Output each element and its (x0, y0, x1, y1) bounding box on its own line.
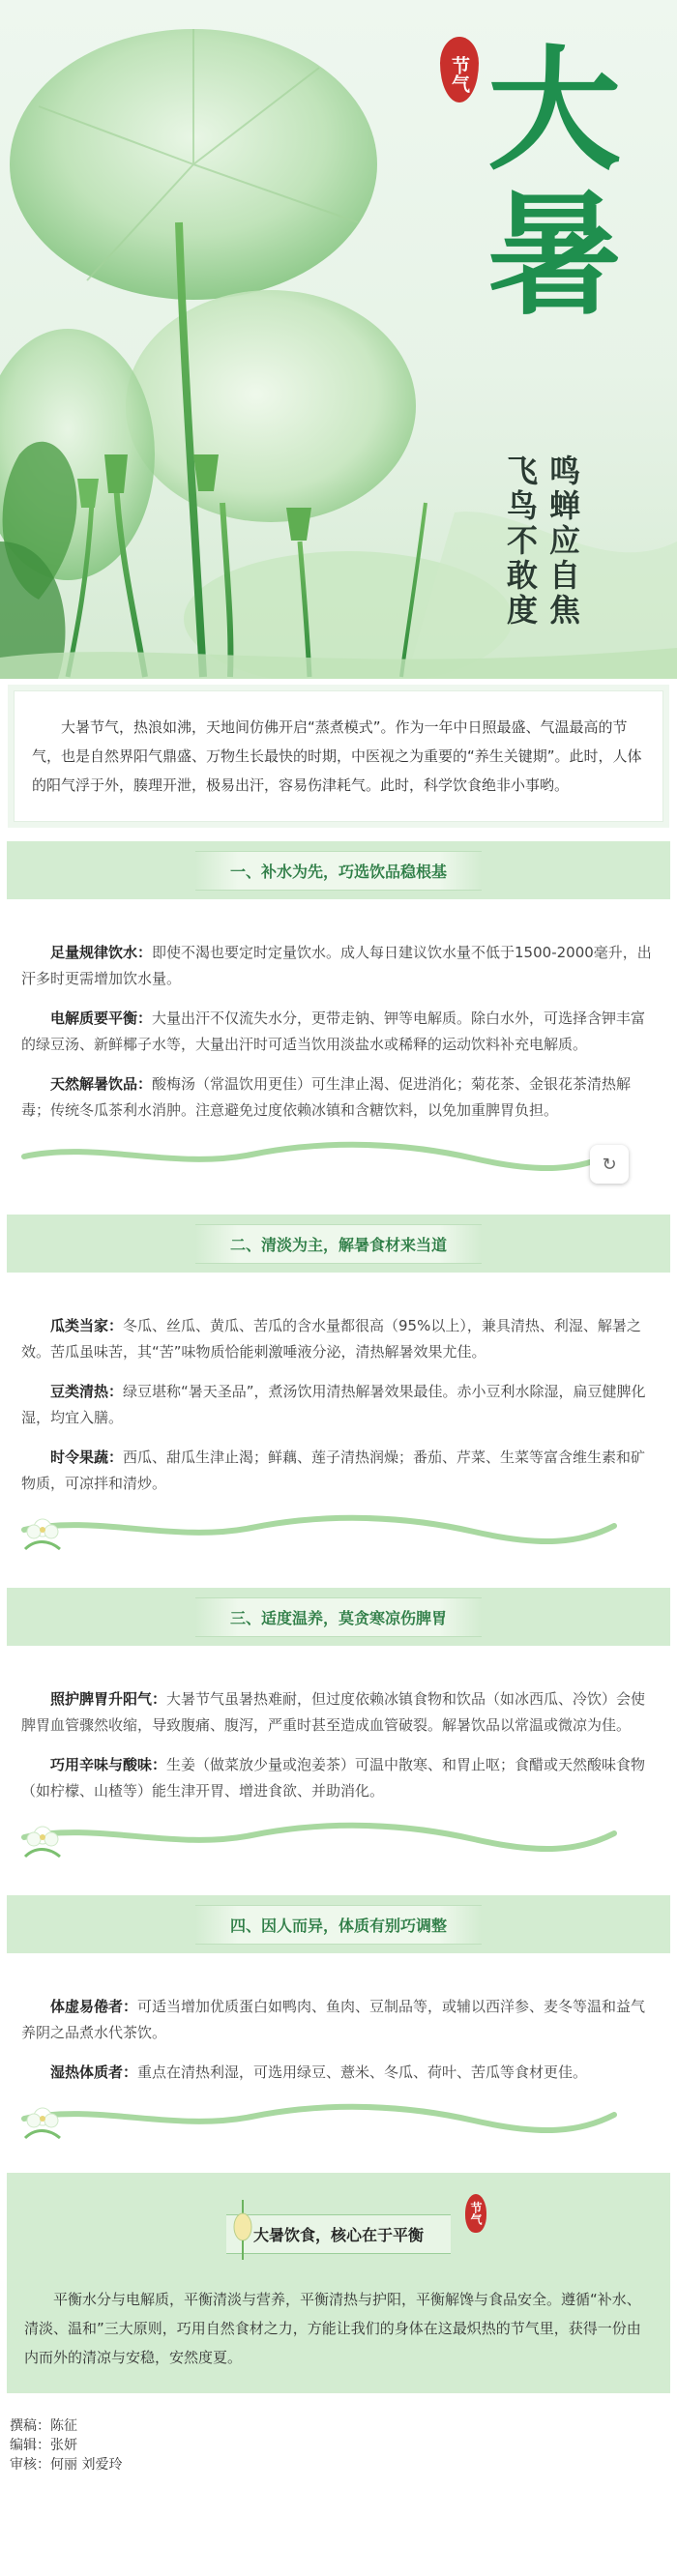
paragraph-lead: 照护脾胃升阳气： (50, 1690, 167, 1708)
flower-icon (19, 2099, 66, 2142)
section-heading: 一、补水为先，巧选饮品稳根基 (195, 851, 482, 891)
solar-term-seal: 节气 (440, 37, 479, 102)
paragraph-text: 酸梅汤（常温饮用更佳）可生津止渴、促进消化；菊花茶、金银花茶清热解毒；传统冬瓜茶利水消肿。注意避免过度依赖冰镇和含糖饮料，以免加重脾胃负担。 (21, 1075, 632, 1119)
section-header (7, 841, 670, 899)
paragraph (21, 1752, 656, 1804)
credit-editor: 编辑：张妍 (10, 2438, 77, 2453)
paragraph (21, 940, 656, 992)
section-heading: 三、适度温养，莫贪寒凉伤脾胃 (195, 1597, 482, 1637)
summary-header (20, 2192, 657, 2275)
hero-banner (0, 0, 677, 679)
poem-line-1: 鸣蝉应自焦 (545, 454, 581, 629)
paragraph (21, 1006, 656, 1058)
paragraph-lead: 时令果蔬： (50, 1449, 124, 1466)
paragraph-text: 绿豆堪称“暑天圣品”，煮汤饮用清热解暑效果最佳。赤小豆利水除湿，扁豆健脾化湿，均宜入膳。 (21, 1383, 646, 1426)
credit-writer: 撰稿：陈征 (10, 2418, 77, 2434)
credit-reviewer: 审核：何丽 刘爱玲 (10, 2457, 123, 2473)
summary-box (7, 2173, 670, 2393)
summary-text: 平衡水分与电解质，平衡清淡与营养，平衡清热与护阳，平衡解馋与食品安全。遵循“补水、清淡、温和”三大原则，巧用自然食材之力，方能让我们的身体在这最炽热的节气里，获得一份由内而外的清凉与安稳，安然度夏。 (24, 2291, 641, 2366)
credits (0, 2393, 677, 2474)
paragraph-text: 冬瓜、丝瓜、黄瓜、苦瓜的含水量都很高（95%以上），兼具清热、利湿、解暑之效。苦瓜虽味苦，其“苦”味物质恰能刺激唾液分泌，清热解暑效果尤佳。 (21, 1317, 641, 1361)
refresh-icon[interactable]: ↻ (590, 1145, 629, 1184)
paragraph-text: 重点在清热利湿，可选用绿豆、薏米、冬瓜、荷叶、苦瓜等食材更佳。 (137, 2064, 588, 2081)
paragraph-text: 西瓜、甜瓜生津止渴；鲜藕、莲子清热润燥；番茄、芹菜、生菜等富含维生素和矿物质，可凉拌和清炒。 (21, 1449, 646, 1492)
flower-icon (19, 1818, 66, 1860)
section-body (0, 1273, 677, 1497)
poem-verse (503, 454, 580, 629)
paragraph-text: 生姜（做菜放少量或泡姜茶）可温中散寒、和胃止呕；食醋或天然酸味食物（如柠檬、山楂等）能生津开胃、增进食欲、并助消化。 (21, 1756, 646, 1800)
paragraph-lead: 电解质要平衡： (50, 1010, 153, 1027)
section-header (7, 1895, 670, 1953)
paragraph (21, 1379, 656, 1431)
poem-line-2: 飞鸟不敢度 (502, 454, 539, 629)
wave-divider (0, 2099, 677, 2157)
wave-divider (0, 1510, 677, 1568)
paragraph-text: 即使不渴也要定时定量饮水。成人每日建议饮水量不低于1500-2000毫升，出汗多时更需增加饮水量。 (21, 944, 652, 987)
section-header (7, 1215, 670, 1273)
paragraph-lead: 巧用辛味与酸味： (50, 1756, 167, 1773)
paragraph-lead: 体虚易倦者： (50, 1998, 138, 2015)
page-title (482, 33, 627, 334)
paragraph-lead: 豆类清热： (50, 1383, 124, 1400)
paragraph (21, 1313, 656, 1365)
lotus-bud-icon (231, 2200, 254, 2260)
paragraph-text: 可适当增加优质蛋白如鸭肉、鱼肉、豆制品等，或辅以西洋参、麦冬等温和益气养阴之品煮水代茶饮。 (21, 1998, 646, 2041)
paragraph-lead: 瓜类当家： (50, 1317, 124, 1334)
title-char-1: 大 (486, 33, 621, 189)
paragraph-text: 大量出汗不仅流失水分，更带走钠、钾等电解质。除白水外，可选择含钾丰富的绿豆汤、新鲜椰子水等，大量出汗时可适当饮用淡盐水或稀释的运动饮料补充电解质。 (21, 1010, 646, 1053)
wave-divider (0, 1818, 677, 1876)
section-body (0, 899, 677, 1124)
title-char-2: 暑 (486, 178, 621, 334)
section-body (0, 1646, 677, 1804)
paragraph (21, 2060, 656, 2086)
paragraph (21, 1686, 656, 1739)
solar-term-seal-small: 节气 (465, 2194, 486, 2233)
section-heading: 二、清淡为主，解暑食材来当道 (195, 1224, 482, 1264)
paragraph (21, 1445, 656, 1497)
paragraph (21, 1071, 656, 1124)
flower-icon (19, 1510, 66, 1553)
paragraph-text: 大暑节气虽暑热难耐，但过度依赖冰镇食物和饮品（如冰西瓜、冷饮）会使脾胃血管骤然收缩，导致腹痛、腹泻，严重时甚至造成血管破裂。解暑饮品以常温或微凉为佳。 (21, 1690, 646, 1734)
wave-divider (0, 1137, 677, 1195)
paragraph-lead: 天然解暑饮品： (50, 1075, 153, 1093)
paragraph-lead: 湿热体质者： (50, 2064, 138, 2081)
section-header (7, 1588, 670, 1646)
intro-paragraph: 大暑节气，热浪如沸，天地间仿佛开启“蒸煮模式”。作为一年中日照最盛、气温最高的节气，也是自然界阳气鼎盛、万物生长最快的时期，中医视之为重要的“养生关键期”。此时，人体的阳气浮于外，腠理开泄，极易出汗，容易伤津耗气。此时，科学饮食绝非小事哟。 (14, 690, 663, 822)
paragraph (21, 1994, 656, 2046)
paragraph-lead: 足量规律饮水： (50, 944, 153, 961)
section-body (0, 1953, 677, 2086)
section-heading: 四、因人而异，体质有别巧调整 (195, 1905, 482, 1945)
summary-title: 大暑饮食，核心在于平衡 (226, 2214, 451, 2254)
